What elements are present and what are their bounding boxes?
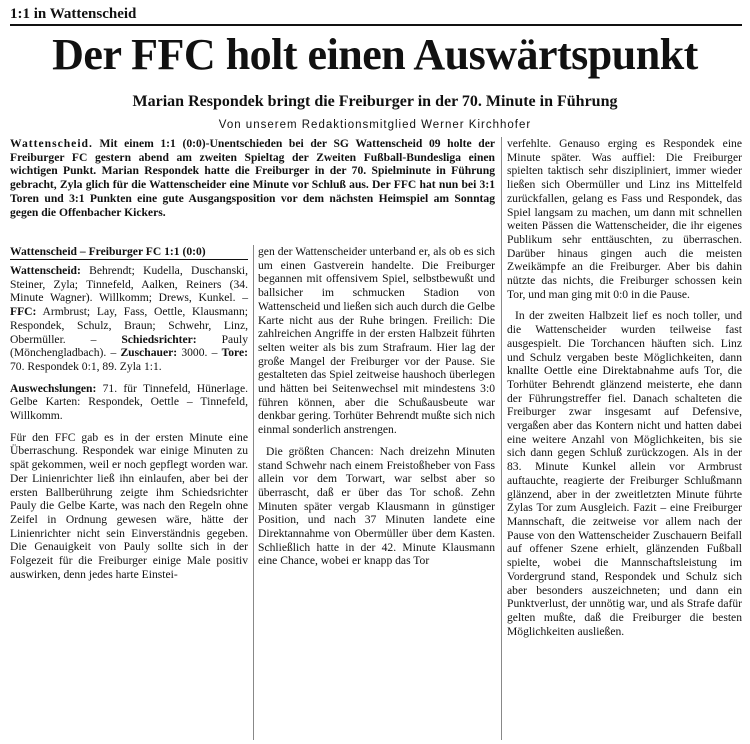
spectators-value: 3000. –	[177, 346, 222, 360]
lineup-paragraph	[10, 264, 248, 374]
lead-place: Wattenscheid.	[10, 137, 93, 150]
team2-label: FFC:	[10, 305, 37, 319]
referee-value: Pauly (Mönchengladbach). –	[10, 332, 248, 360]
lead-text: Mit einem 1:1 (0:0)-Unentschieden bei der SG Wattenscheid 09 holte der Freiburger FC gestern abend am zweiten Spieltag der Zweiten Fußball-Bundesliga einen wichtigen Punkt. Marian Respondek hatte die Freiburger in der 70. Spielminute in Führung gebracht, Zyla glich für die Wattenscheider eine Minute vor Schluß aus. Der FFC hat nun bei 3:1 Toren und 3:1 Punkten eine gute Ausgangsposition vor dem nächsten Heimspiel am Sonntag gegen die Offenbacher Kickers.	[10, 137, 495, 219]
team1-lineup: Behrendt; Kudella, Duschanski, Steiner, Zyla; Tinnefeld, Aalken, Reiners (34. Minute Wagner). Willkomm; Drews, Kunkel. –	[10, 264, 248, 305]
column-3	[507, 137, 742, 638]
subheadline: Marian Respondek bringt die Freiburger in der 70. Minute in Führung	[132, 93, 618, 110]
spectators-label: Zuschauer:	[120, 346, 178, 360]
kicker-line: 1:1 in Wattenscheid	[10, 4, 742, 26]
article-paragraph-4: verfehlte. Genauso erging es Respondek eine Minute später. Was auffiel: Die Freiburger spielten taktisch sehr diszipliniert, immer wieder ließen sich Obermüller und Linz ins Mittelfeld zurückfallen, gelang es Fass und Respondek, das Spiel langsam zu machen, um dann mit schnellen weiten Pässen die Wattenscheider, die ihr eigenes Publikum sehr enttäuschten, zu überraschen. Darüber hinaus gingen auch die meisten Zweikämpfe an die Freiburger. Aber bis dahin nützte das nichts, die Freiburger schossen kein Tor, und man ging mit 0:0 in die Pause.	[507, 137, 742, 301]
subs-paragraph	[10, 382, 248, 423]
column-2	[258, 245, 495, 568]
goals-label: Tore:	[221, 346, 248, 360]
column-rule-1	[253, 245, 254, 740]
headline: Der FFC holt einen Auswärtspunkt	[52, 30, 698, 79]
byline: Von unserem Redaktionsmitglied Werner Kirchhofer	[218, 119, 532, 131]
team1-label: Wattenscheid:	[10, 264, 81, 277]
article-paragraph-2: gen der Wattenscheider unterband er, als ob es sich um einen Gastverein handelte. Die Freiburger begannen mit offensivem Spiel, selbstbewußt und ballsicher im schmucken Stadion von Wattenscheid und ließen sich auch durch die Gelbe Karte nicht aus der Ruhe bringen. Freilich: Die zahlreichen Angriffe in der ersten Halbzeit führten selten weiter als bis zum Strafraum. Hier lag der große Mangel der Freiburger vor der Pause. Sie gestalteten das Spiel zeitweise haushoch überlegen und hätten bei Seitenwechsel mit mindestens 3:0 führen können, aber die Schußausbeute war denkbar gering. Torhüter Behrendt mußte sich nich einmal sonderlich anstrengen.	[258, 245, 495, 437]
article-paragraph-3: Die größten Chancen: Nach dreizehn Minuten stand Schwehr nach einem Freistoßheber von Fass allein vor dem Torwart, war selbst aber so überrascht, daß er über das Tor schoß. Zehn Minuten später vergab Klausmann in günstiger Position, und nach 37 Minuten landete eine Direktannahme von Obermüller über dem Kasten. Schließlich hatte in der 42. Minute Klausmann eine Chance, wobei er knapp das Tor	[258, 444, 495, 568]
column-1	[10, 245, 248, 581]
lead-paragraph	[10, 137, 495, 219]
match-box-title: Wattenscheid – Freiburger FC 1:1 (0:0)	[10, 245, 248, 260]
goals-value: 70. Respondek 0:1, 89. Zyla 1:1.	[10, 359, 162, 373]
subs-value: 71. für Tinnefeld, Hünerlage. Gelbe Karten: Respondek, Oettle – Tinnefeld, Willkomm.	[10, 381, 248, 423]
team2-lineup: Armbrust; Lay, Fass, Oettle, Klausmann; Respondek, Schulz, Braun; Schwehr, Linz, Obermüller. –	[10, 305, 248, 346]
referee-label: Schiedsrichter:	[121, 332, 197, 346]
article-paragraph-5: In der zweiten Halbzeit lief es noch toller, und die Wattenscheider wurden teilweise fast ausgespielt. Die Torchancen häuften sich. Linz und Schulz vergaben beste Möglichkeiten, dann knallte Oettle eine Direktabnahme aufs Tor, die Torhüter Behrendt glänzend meisterte, ehe dann der Führungstreffer fiel. Danach schalteten die Freiburger zwar insgesamt auf Defensive, vergaßen aber das Kontern nicht und hatten dabei eine weitere Anzahl von Möglichkeiten, bis sie sich dann gegen Schluß zurückzogen. Als in der 83. Minute Kunkel allein vor Armbrust auftauchte, reagierte der Freiburger Schlußmann glänzend, aber in der zweitletzten Minute führte Zylas Tor zum Ausgleich. Fazit – eine Freiburger Mannschaft, die zeitweise vor allem nach der Pause von den Wattenscheider Zuschauern Beifall auf offener Szene erhielt, glänzenden Fußball spielte, wobei die Mannschaftsleistung im Vordergrund stand, Respondek und Schulz sich aber besonders auszeichneten; und dann ein Punktverlust, der unnötig war, und als Strafe dafür gelten mußte, daß die Freiburger die besten Möglichkeiten ausließen.	[507, 309, 742, 638]
article-paragraph-1: Für den FFC gab es in der ersten Minute eine Überraschung. Respondek war einige Minuten zu spät gekommen, weil er noch gepflegt worden war. Der Linienrichter ließ ihn einlaufen, aber bei der ersten Ballberührung zeigte ihm Schiedsrichter Pauly die Gelbe Karte, was nach den Regeln ohne Zeifel in Ordnung gewesen wäre, hätte der Linienrichter nicht sein Einverständnis gegeben. Die Genauigkeit von Pauly sollte sich in der Folgezeit für die Freiburger einige Male positiv auswirken, denn jedes harte Einstei-	[10, 430, 248, 581]
column-rule-2	[501, 137, 502, 740]
subs-label: Auswechslungen:	[10, 381, 97, 395]
